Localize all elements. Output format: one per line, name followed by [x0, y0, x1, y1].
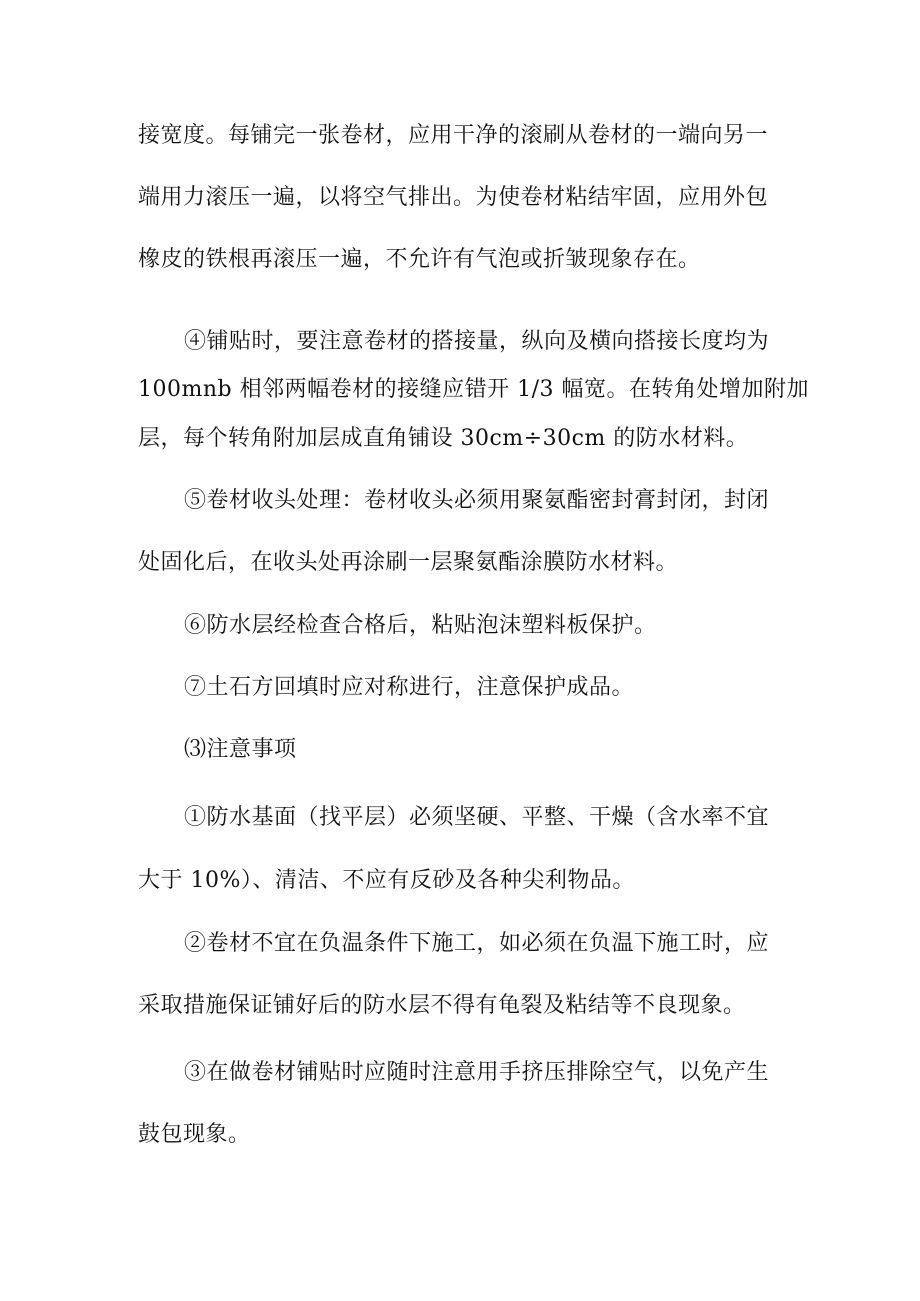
text-line: ⑤卷材收头处理：卷材收头必须用聚氨酯密封膏封闭，封闭 — [184, 488, 770, 513]
text-line: 鼓包现象。 — [138, 1122, 251, 1147]
text-line: ⑥防水层经检查合格后，粘贴泡沫塑料板保护。 — [184, 613, 657, 638]
text-line: 层，每个转角附加层成直角铺设 30cm÷30cm 的防水材料。 — [138, 426, 749, 451]
section-heading: ⑶注意事项 — [184, 737, 297, 762]
text-line: ⑦土石方回填时应对称进行，注意保护成品。 — [184, 675, 635, 700]
text-line: 100mnb 相邻两幅卷材的接缝应错开 1/3 幅宽。在转角处增加附加 — [138, 377, 809, 402]
text-line: 采取措施保证铺好后的防水层不得有龟裂及粘结等不良现象。 — [138, 993, 746, 1018]
text-line: ②卷材不宜在负温条件下施工，如必须在负温下施工时，应 — [184, 931, 770, 956]
text-line: 端用力滚压一遍，以将空气排出。为使卷材粘结牢固，应用外包 — [138, 185, 769, 210]
text-line: 处固化后，在收头处再涂刷一层聚氨酯涂膜防水材料。 — [138, 550, 679, 575]
text-line: 橡皮的铁根再滚压一遍，不允许有气泡或折皱现象存在。 — [138, 247, 701, 272]
text-line: ③在做卷材铺贴时应随时注意用手挤压排除空气，以免产生 — [184, 1060, 770, 1085]
text-line: 大于 10%）、清洁、不应有反砂及各种尖利物品。 — [138, 868, 635, 893]
text-line: ①防水基面（找平层）必须坚硬、平整、干燥（含水率不宜 — [184, 805, 770, 830]
text-line: 接宽度。每铺完一张卷材，应用干净的滚刷从卷材的一端向另一 — [138, 123, 769, 148]
text-line: ④铺贴时，要注意卷材的搭接量，纵向及横向搭接长度均为 — [184, 329, 770, 354]
